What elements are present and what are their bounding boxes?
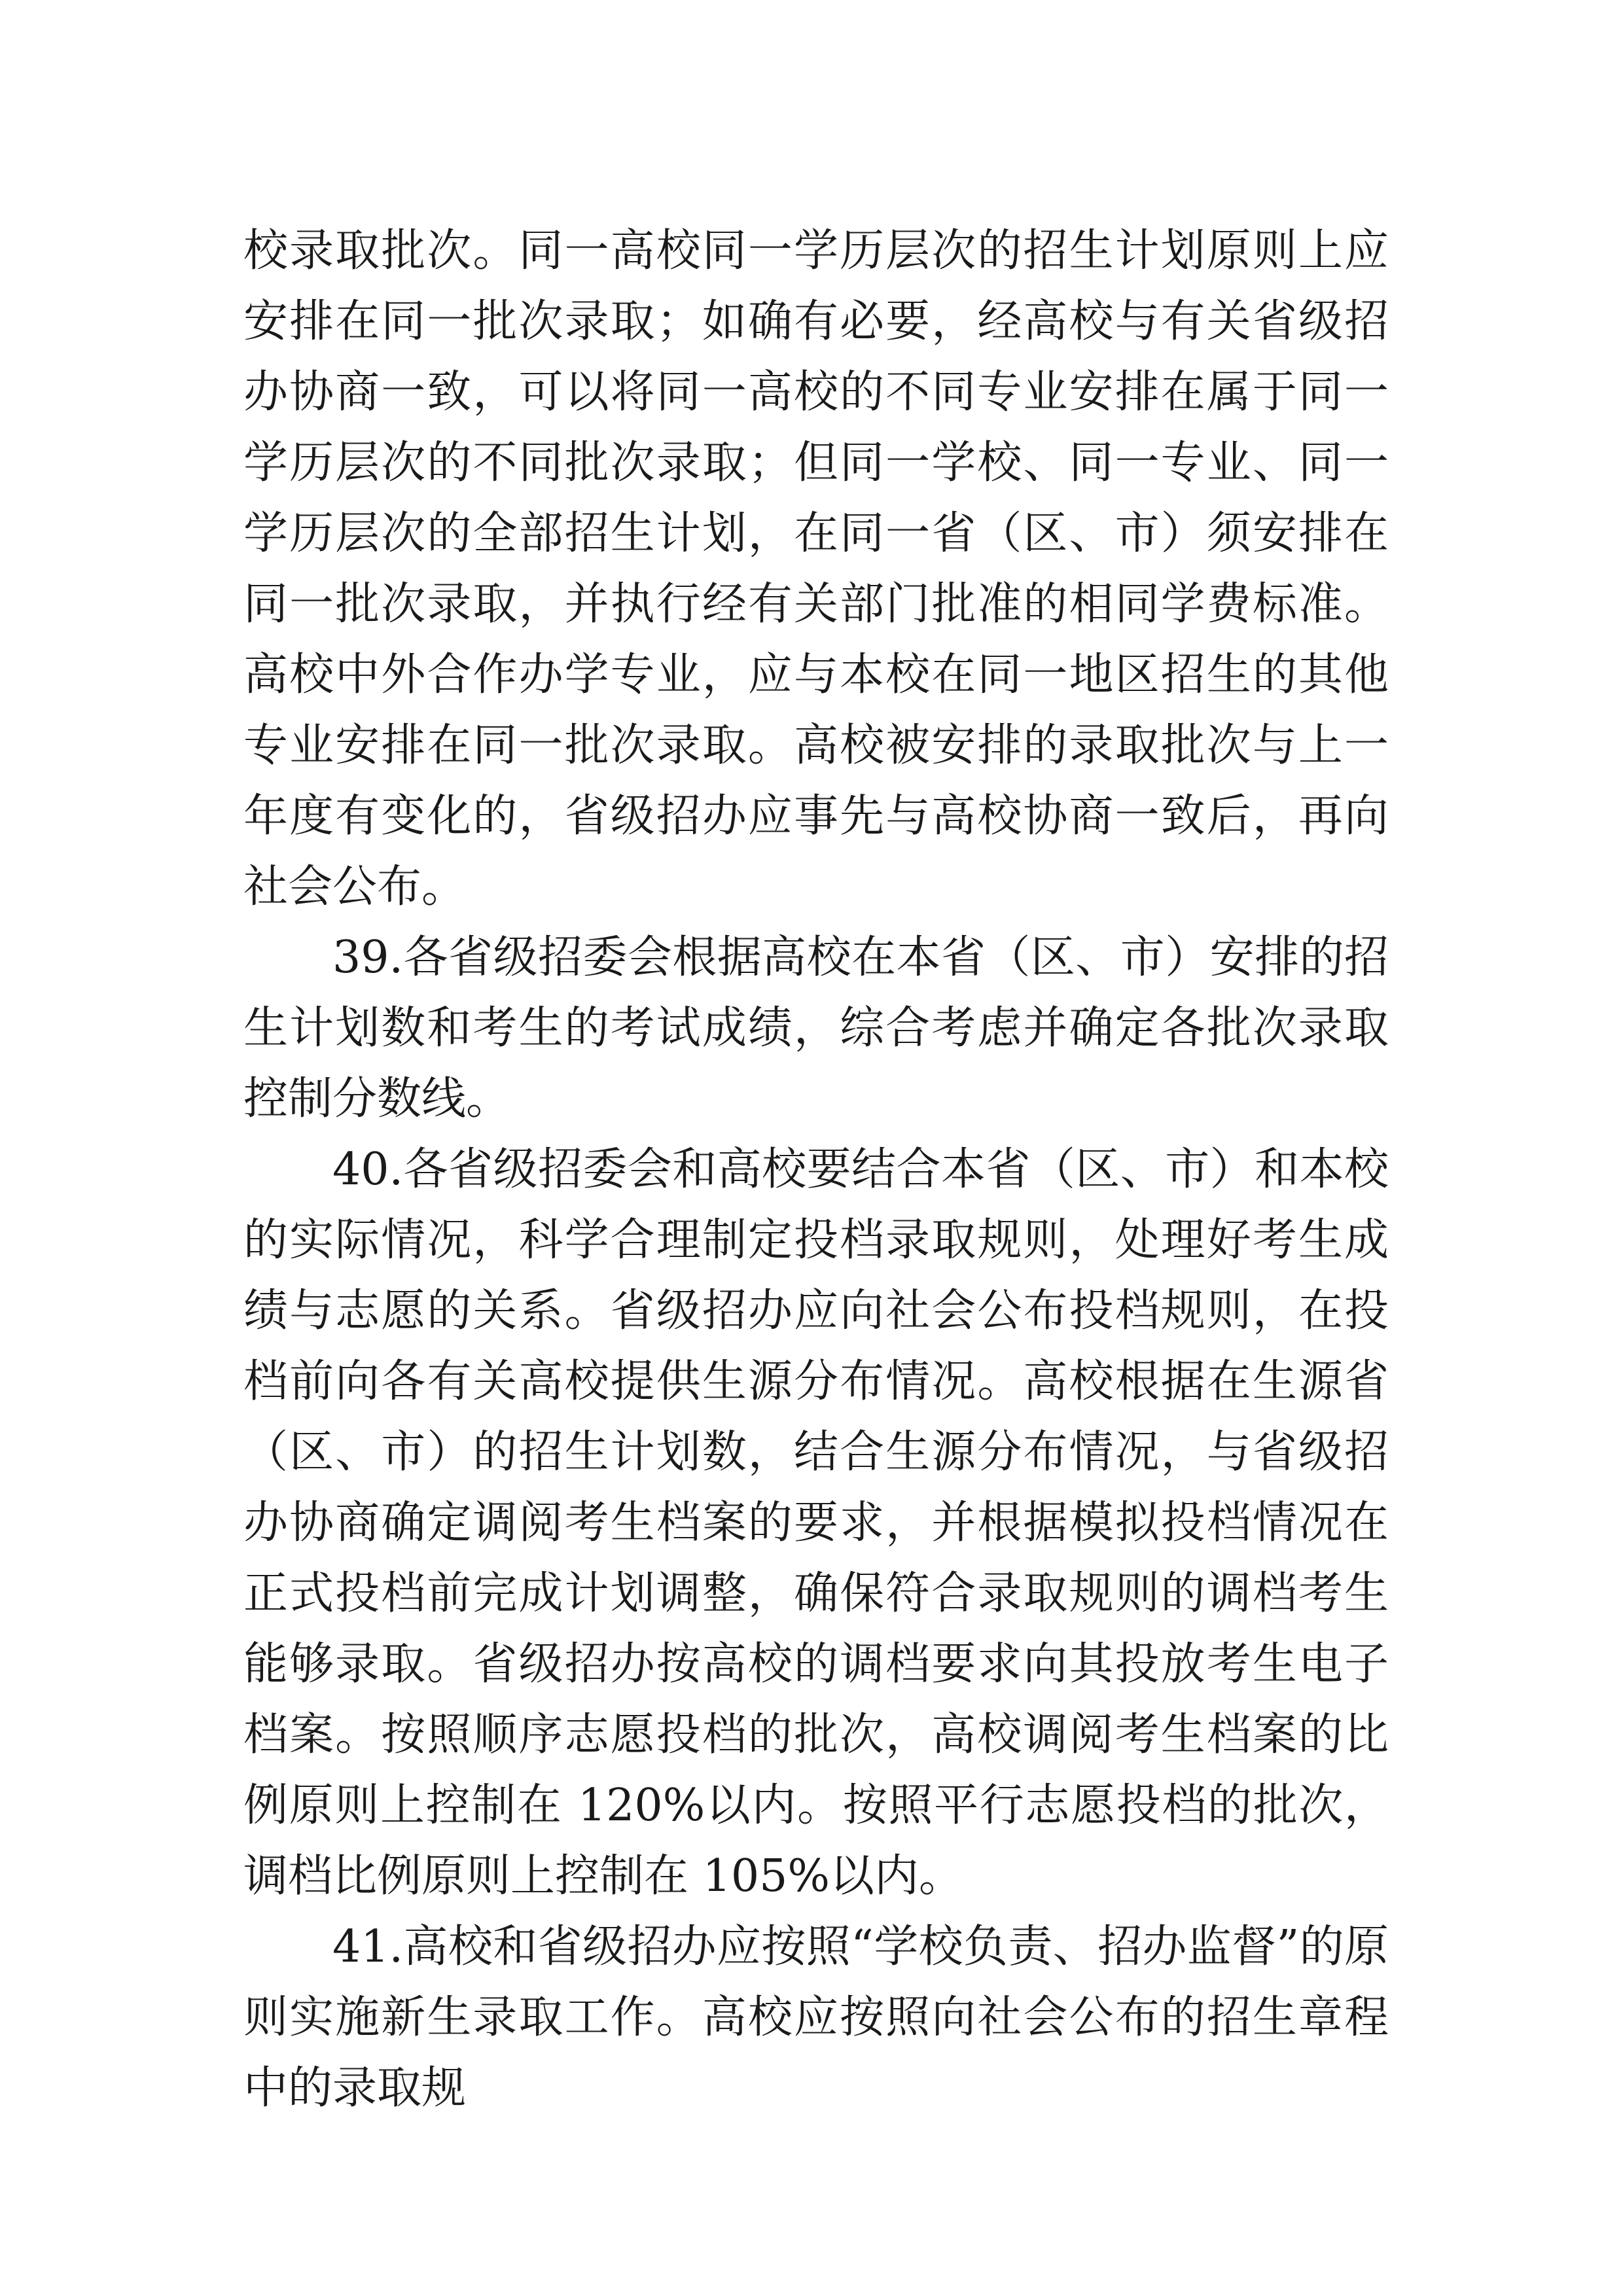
paragraph-number: 40.: [332, 1144, 404, 1195]
paragraph-40: [243, 1135, 1389, 1912]
paragraph-text: 各省级招委会根据高校在本省（区、市）安排的招生计划数和考生的考试成绩，综合考虑并确定各批次录取控制分数线。: [243, 932, 1389, 1125]
paragraph-number: 39.: [332, 932, 404, 983]
paragraph-text: 校录取批次。同一高校同一学历层次的招生计划原则上应安排在同一批次录取；如确有必要，经高校与有关省级招办协商一致，可以将同一高校的不同专业安排在属于同一学历层次的不同批次录取；但同一学校、同一专业、同一学历层次的全部招生计划，在同一省（区、市）须安排在同一批次录取，并执行经有关部门批准的相同学费标准。高校中外合作办学专业，应与本校在同一地区招生的其他专业安排在同一批次录取。高校被安排的录取批次与上一年度有变化的，省级招办应事先与高校协商一致后，再向社会公布。: [243, 225, 1389, 913]
document-page: [243, 216, 1389, 2124]
paragraph-continued: [243, 216, 1389, 923]
paragraph-text: 高校和省级招办应按照“学校负责、招办监督”的原则实施新生录取工作。高校应按照向社会公布的招生章程中的录取规: [243, 1921, 1389, 2114]
paragraph-39: [243, 923, 1389, 1135]
paragraph-text: 各省级招委会和高校要结合本省（区、市）和本校的实际情况，科学合理制定投档录取规则，处理好考生成绩与志愿的关系。省级招办应向社会公布投档规则，在投档前向各有关高校提供生源分布情况。高校根据在生源省（区、市）的招生计划数，结合生源分布情况，与省级招办协商确定调阅考生档案的要求，并根据模拟投档情况在正式投档前完成计划调整，确保符合录取规则的调档考生能够录取。省级招办按高校的调档要求向其投放考生电子档案。按照顺序志愿投档的批次，高校调阅考生档案的比例原则上控制在 120%以内。按照平行志愿投档的批次，调档比例原则上控制在 105%以内。: [243, 1144, 1389, 1902]
paragraph-number: 41.: [332, 1921, 404, 1973]
paragraph-41: [243, 1912, 1389, 2124]
